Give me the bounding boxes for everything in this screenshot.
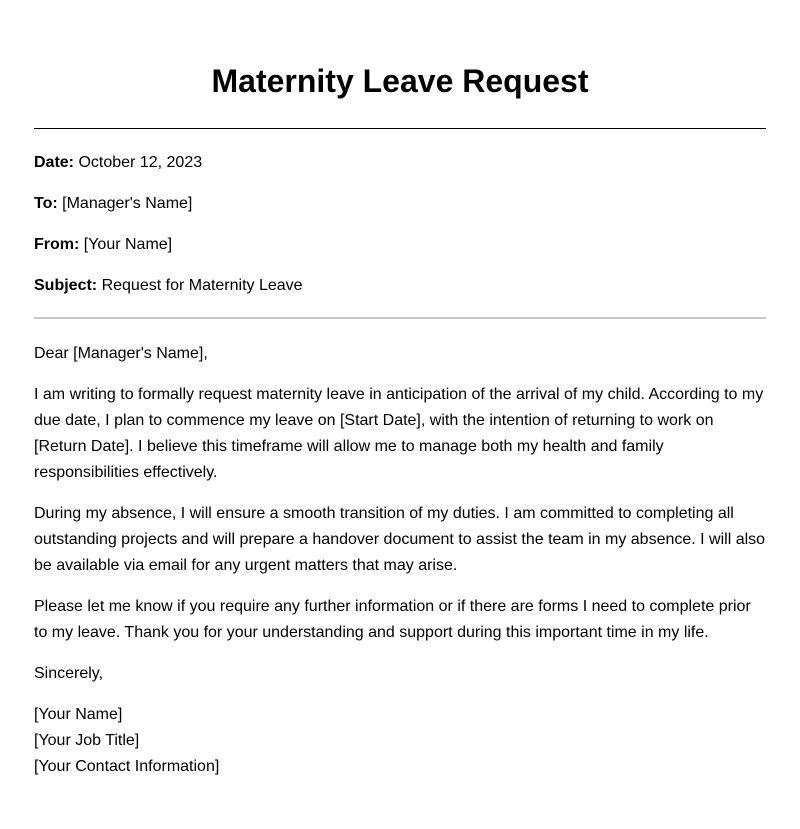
signature-name: [Your Name] bbox=[34, 706, 123, 723]
memo-header bbox=[34, 153, 766, 296]
subject-label: Subject: bbox=[34, 277, 98, 294]
signature-block bbox=[34, 702, 766, 780]
paragraph-request: I am writing to formally request maternity leave in anticipation of the arrival of my child. According to my due date, I plan to commence my leave on [Start Date], with the intention of returning to work on [Return Date]. I believe this timeframe will allow me to manage both my health and family responsibilities effectively. bbox=[34, 386, 764, 481]
closing: Sincerely, bbox=[34, 665, 104, 682]
date-line bbox=[34, 153, 766, 173]
signature-job-title: [Your Job Title] bbox=[34, 732, 140, 749]
from-value: [Your Name] bbox=[83, 236, 173, 253]
header-divider bbox=[34, 317, 766, 319]
subject-line bbox=[34, 276, 766, 296]
from-line bbox=[34, 235, 766, 255]
letter-body bbox=[34, 341, 766, 780]
document-title: Maternity Leave Request bbox=[211, 63, 589, 99]
date-label: Date: bbox=[34, 154, 75, 171]
from-label: From: bbox=[34, 236, 80, 253]
title-divider bbox=[34, 128, 766, 129]
to-line bbox=[34, 194, 766, 214]
signature-contact: [Your Contact Information] bbox=[34, 758, 220, 775]
to-value: [Manager's Name] bbox=[62, 195, 193, 212]
subject-value: Request for Maternity Leave bbox=[101, 277, 303, 294]
paragraph-closing-request: Please let me know if you require any further information or if there are forms I need to complete prior to my leave. Thank you for your understanding and support during this important time in my life. bbox=[34, 598, 751, 641]
salutation: Dear [Manager's Name], bbox=[34, 345, 208, 362]
date-value: October 12, 2023 bbox=[78, 154, 203, 171]
paragraph-transition: During my absence, I will ensure a smooth transition of my duties. I am committed to completing all outstanding projects and will prepare a handover document to assist the team in my absence. I will also be available via email for any urgent matters that may arise. bbox=[34, 505, 766, 574]
to-label: To: bbox=[34, 195, 58, 212]
